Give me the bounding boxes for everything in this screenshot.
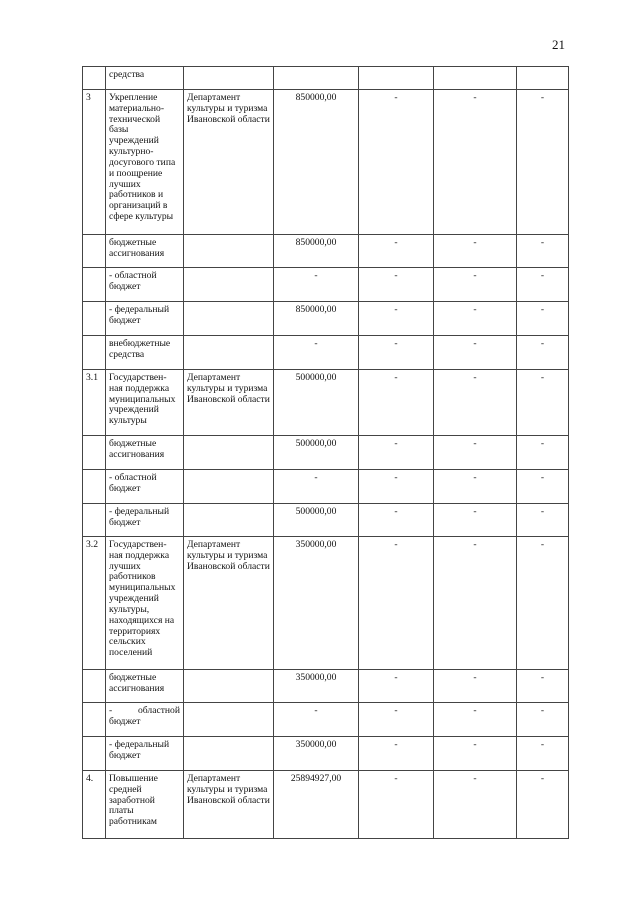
row-name: Государствен-ная поддержка лучших работников муниципальных учреждений культуры, находящихся на территориях сельских поселений (106, 537, 184, 670)
row-amount: 850000,00 (274, 90, 359, 235)
row-name: внебюджетные средства (106, 336, 184, 370)
table-row (83, 268, 569, 302)
row-col-3: - (517, 737, 569, 771)
row-number: 3.2 (83, 537, 106, 670)
row-executor: Департамент культуры и туризма Ивановской области (184, 771, 274, 839)
row-col-2: - (434, 771, 517, 839)
row-executor (184, 436, 274, 470)
table-row (83, 537, 569, 670)
row-col-1: - (359, 737, 434, 771)
row-name: - областной бюджет (106, 703, 184, 737)
row-amount: 350000,00 (274, 537, 359, 670)
row-name: бюджетные ассигнования (106, 670, 184, 703)
row-col-2 (434, 67, 517, 90)
table-row (83, 67, 569, 90)
row-col-1: - (359, 504, 434, 537)
row-number (83, 670, 106, 703)
row-col-3: - (517, 504, 569, 537)
row-col-3: - (517, 470, 569, 504)
row-col-1: - (359, 670, 434, 703)
budget-table (82, 66, 569, 839)
row-name: бюджетные ассигнования (106, 436, 184, 470)
row-name: - областной бюджет (106, 470, 184, 504)
row-amount: 25894927,00 (274, 771, 359, 839)
row-col-1: - (359, 537, 434, 670)
row-amount: - (274, 703, 359, 737)
row-number (83, 737, 106, 771)
row-amount: 500000,00 (274, 504, 359, 537)
row-name: Государствен-ная поддержка муниципальных учреждений культуры (106, 370, 184, 436)
row-col-2: - (434, 302, 517, 336)
row-col-1: - (359, 771, 434, 839)
row-col-1: - (359, 235, 434, 268)
row-col-2: - (434, 537, 517, 670)
row-executor (184, 268, 274, 302)
row-number: 4. (83, 771, 106, 839)
row-number (83, 336, 106, 370)
row-col-3: - (517, 436, 569, 470)
row-col-3: - (517, 670, 569, 703)
row-amount: 500000,00 (274, 436, 359, 470)
row-amount: 850000,00 (274, 302, 359, 336)
row-amount: - (274, 268, 359, 302)
row-col-1: - (359, 302, 434, 336)
row-executor (184, 336, 274, 370)
table-row (83, 436, 569, 470)
table-row (83, 90, 569, 235)
row-col-2: - (434, 90, 517, 235)
row-amount: 850000,00 (274, 235, 359, 268)
table-row (83, 336, 569, 370)
row-col-2: - (434, 268, 517, 302)
row-amount: 350000,00 (274, 737, 359, 771)
table-row (83, 302, 569, 336)
row-number (83, 235, 106, 268)
row-name: - федеральный бюджет (106, 302, 184, 336)
table-row (83, 737, 569, 771)
table-row (83, 470, 569, 504)
row-number (83, 703, 106, 737)
row-executor (184, 470, 274, 504)
row-executor (184, 737, 274, 771)
row-name: - федеральный бюджет (106, 504, 184, 537)
row-col-1: - (359, 90, 434, 235)
row-number (83, 268, 106, 302)
row-col-2: - (434, 370, 517, 436)
row-name: Укрепление материально-технической базы учреждений культурно-досугового типа и поощрение лучших работников и организаций в сфере культуры (106, 90, 184, 235)
row-col-3: - (517, 336, 569, 370)
row-executor: Департамент культуры и туризма Ивановской области (184, 370, 274, 436)
row-executor: Департамент культуры и туризма Ивановской области (184, 90, 274, 235)
page-number: 21 (552, 37, 565, 52)
row-col-3: - (517, 537, 569, 670)
row-name: бюджетные ассигнования (106, 235, 184, 268)
row-col-1: - (359, 703, 434, 737)
row-number: 3 (83, 90, 106, 235)
row-executor (184, 670, 274, 703)
row-col-1 (359, 67, 434, 90)
row-col-2: - (434, 235, 517, 268)
row-number (83, 302, 106, 336)
row-col-2: - (434, 670, 517, 703)
table-row (83, 771, 569, 839)
row-col-1: - (359, 436, 434, 470)
row-col-2: - (434, 436, 517, 470)
row-executor (184, 504, 274, 537)
row-executor (184, 302, 274, 336)
row-number: 3.1 (83, 370, 106, 436)
table-row (83, 703, 569, 737)
row-col-1: - (359, 470, 434, 504)
row-col-3: - (517, 771, 569, 839)
row-col-1: - (359, 370, 434, 436)
row-executor (184, 703, 274, 737)
row-number (83, 67, 106, 90)
row-col-2: - (434, 504, 517, 537)
row-col-3: - (517, 302, 569, 336)
row-col-3 (517, 67, 569, 90)
row-amount: 500000,00 (274, 370, 359, 436)
row-name: средства (106, 67, 184, 90)
row-amount: 350000,00 (274, 670, 359, 703)
row-col-1: - (359, 268, 434, 302)
row-number (83, 436, 106, 470)
row-name: - федеральный бюджет (106, 737, 184, 771)
row-amount: - (274, 336, 359, 370)
row-col-2: - (434, 737, 517, 771)
row-col-3: - (517, 268, 569, 302)
table-row (83, 370, 569, 436)
row-number (83, 470, 106, 504)
row-col-2: - (434, 470, 517, 504)
row-executor (184, 235, 274, 268)
row-col-3: - (517, 235, 569, 268)
row-col-3: - (517, 90, 569, 235)
row-executor: Департамент культуры и туризма Ивановской области (184, 537, 274, 670)
row-name: Повышение средней заработной платы работникам (106, 771, 184, 839)
row-amount (274, 67, 359, 90)
row-col-3: - (517, 370, 569, 436)
table-row (83, 235, 569, 268)
row-col-3: - (517, 703, 569, 737)
row-amount: - (274, 470, 359, 504)
row-executor (184, 67, 274, 90)
row-col-1: - (359, 336, 434, 370)
row-col-2: - (434, 703, 517, 737)
row-name: - областной бюджет (106, 268, 184, 302)
table-row (83, 670, 569, 703)
row-number (83, 504, 106, 537)
table-row (83, 504, 569, 537)
row-col-2: - (434, 336, 517, 370)
